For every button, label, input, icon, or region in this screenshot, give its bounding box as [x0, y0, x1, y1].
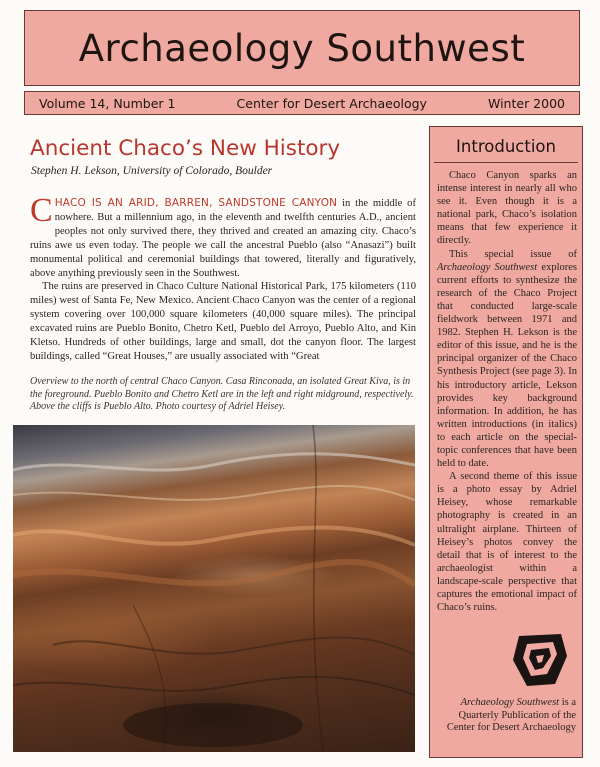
sidebar-paragraph-1: Chaco Canyon sparks an intense interest in nearly all who see it. Even though it is a national park, Chaco’s isolation means that few experience it directly. [437, 170, 577, 247]
sidebar-paragraph-2 [437, 248, 577, 471]
masthead-title: Archaeology Southwest [78, 26, 526, 70]
sidebar-rule [434, 162, 578, 163]
center-for-desert-archaeology-logo-icon [509, 630, 571, 690]
introduction-sidebar [429, 126, 583, 758]
aerial-photo-terrain [13, 425, 415, 752]
photo-caption: Overview to the north of central Chaco Canyon. Casa Rinconada, an isolated Great Kiva, is in the foreground. Pueblo Bonito and Chetro Ketl are in the left and right midground, respectively. Above the cliffs is Pueblo Alto. Photo courtesy of Adriel Heisey. [30, 376, 414, 413]
lead-small-caps: HACO IS AN ARID, BARREN, SANDSTONE CANYON [54, 197, 338, 209]
issue-publisher: Center for Desert Archaeology [236, 95, 427, 111]
article-headline: Ancient Chaco’s New History [30, 136, 341, 161]
footer-publication-name: Archaeology Southwest [460, 697, 560, 708]
article-byline: Stephen H. Lekson, University of Colorado, Boulder [31, 165, 273, 177]
sidebar-text [437, 169, 577, 614]
issue-volume: Volume 14, Number 1 [39, 95, 176, 111]
issue-bar [24, 91, 580, 115]
sidebar-heading: Introduction [456, 137, 556, 156]
drop-cap: C [30, 192, 53, 229]
sidebar-p2-pre: This special issue of [449, 248, 577, 260]
sidebar-footer [428, 697, 576, 735]
sidebar-p2-italic: Archaeology Southwest [437, 261, 538, 273]
footer-text: is a Quarterly Publication of the Center for Desert Archaeology [446, 697, 576, 734]
lead-text: in the middle of nowhere. But a millennium ago, in the eleventh and twelfth centuries A.D., ancient peoples not only survived there, they thrived and created an amazing city. Chaco’s ruins awe us even today. The people we call the ancestral Pueblo (also “Anasazi”) built monumental political and ceremonial buildings that towered, literally and figuratively, above anything previously seen in the Southwest. [30, 198, 416, 279]
article-paragraph-2: The ruins are preserved in Chaco Culture National Historical Park, 175 kilometers (110 miles) west of Santa Fe, New Mexico. Ancient Chaco Canyon was the center of a regional system covering over 100,000 square kilometers (40,000 square miles). The principal excavated ruins are Pueblo Bonito, Chetro Ketl, Pueblo del Arroyo, Pueblo Alto, and Kin Kletso. Hundreds of other buildings, large and small, dot the canyon floor. The largest buildings, called “Great Houses,” are usually associated with “Great [30, 281, 416, 362]
sidebar-p2-post: explores current efforts to synthesize the research of the Chaco Project that conducted large-scale fieldwork between 1971 and 1982. Stephen H. Lekson is the editor of this issue, and he is the principal organizer of the Chaco Synthesis Project (see page 3). In his introductory article, Lekson provides key background information. In addition, he has written introductions (in italics) to each article on the special-topic conferences that have been held to date. [437, 261, 578, 470]
article-body [30, 192, 416, 364]
masthead [24, 10, 580, 86]
issue-season: Winter 2000 [488, 95, 565, 111]
article-lead-paragraph [30, 192, 416, 280]
sidebar-paragraph-3: A second theme of this issue is a photo essay by Adriel Heisey, whose remarkable photography is created in an ultralight airplane. Thirteen of Heisey’s photos convey the detail that is of interest to the archaeologist within a landscape-scale perspective that captures the emotional impact of Chaco’s ruins. [437, 471, 577, 614]
aerial-photo-chaco-canyon [13, 425, 415, 752]
